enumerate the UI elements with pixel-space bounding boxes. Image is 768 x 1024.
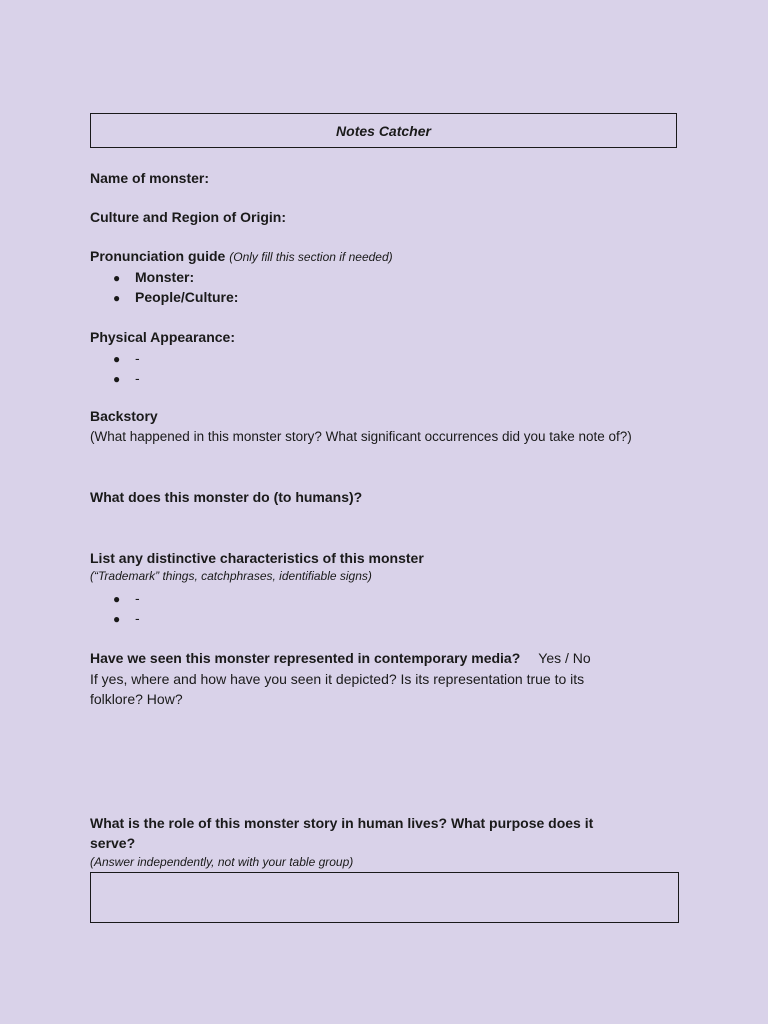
notes-catcher-title [90, 113, 677, 148]
list-item-label: - [135, 370, 140, 386]
list-item-label: Monster: [135, 269, 195, 285]
list-item-label: - [135, 590, 140, 606]
bullet-icon: ● [113, 271, 121, 285]
pronunciation-guide-heading [90, 246, 393, 267]
media-question [90, 648, 591, 668]
media-followup-line2: folklore? How? [90, 691, 183, 707]
characteristics-hint: (“Trademark” things, catchphrases, identifiable signs) [90, 569, 372, 583]
role-question-line1: What is the role of this monster story in human lives? What purpose does it [90, 815, 594, 831]
characteristics-label: List any distinctive characteristics of this monster [90, 550, 424, 566]
pronunciation-item-monster [113, 267, 194, 288]
role-question-line2: serve? [90, 835, 136, 851]
page-title: Notes Catcher [336, 122, 431, 139]
list-item-label: - [135, 610, 140, 626]
characteristics-item [113, 608, 140, 629]
media-question-label: Have we seen this monster represented in contemporary media? [90, 650, 521, 666]
backstory-hint: (What happened in this monster story? What significant occurrences did you take note of?) [90, 429, 632, 444]
culture-region-label: Culture and Region of Origin: [90, 209, 286, 225]
backstory-label: Backstory [90, 408, 158, 424]
media-followup-line1: If yes, where and how have you seen it depicted? Is its representation true to its [90, 671, 585, 687]
monster-does-label: What does this monster do (to humans)? [90, 489, 363, 505]
bullet-icon: ● [113, 372, 121, 386]
role-hint: (Answer independently, not with your table group) [90, 855, 354, 869]
yes-no-options: Yes / No [538, 650, 591, 666]
pronunciation-guide-hint: (Only fill this section if needed) [229, 250, 393, 264]
pronunciation-guide-label: Pronunciation guide [90, 248, 226, 264]
bullet-icon: ● [113, 612, 121, 626]
pronunciation-item-people-culture [113, 287, 238, 308]
characteristics-item [113, 588, 140, 609]
list-item-label: - [135, 350, 140, 366]
physical-appearance-item [113, 348, 140, 369]
bullet-icon: ● [113, 352, 121, 366]
physical-appearance-item [113, 368, 140, 389]
bullet-icon: ● [113, 291, 121, 305]
answer-box[interactable] [90, 872, 679, 923]
list-item-label: People/Culture: [135, 289, 239, 305]
bullet-icon: ● [113, 592, 121, 606]
physical-appearance-label: Physical Appearance: [90, 329, 235, 345]
name-of-monster-label: Name of monster: [90, 170, 210, 186]
